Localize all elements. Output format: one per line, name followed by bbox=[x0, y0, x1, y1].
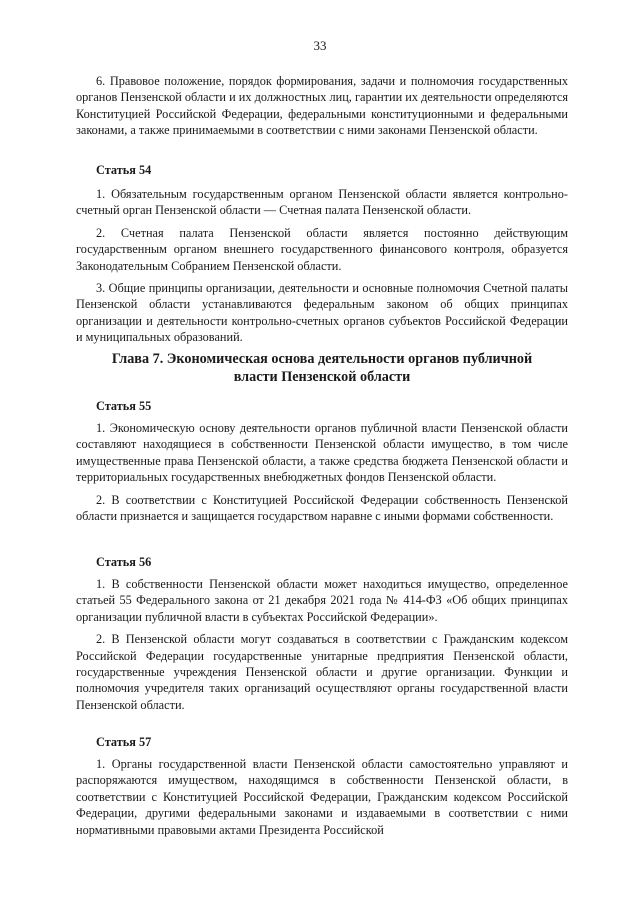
article-55-title: Статья 55 bbox=[96, 399, 152, 413]
article-55-paragraph-2: 2. В соответствии с Конституцией Российской Федерации собственность Пензенской области признается и защищается государством наравне с иными формами собственности. bbox=[76, 492, 568, 524]
article-54-paragraph-2: 2. Счетная палата Пензенской области является постоянно действующим государственным органом внешнего государственного финансового контроля, образуется Законодательным Собранием Пензенской области. bbox=[76, 225, 568, 273]
page-number: 33 bbox=[313, 38, 327, 53]
article-55-paragraph-1: 1. Экономическую основу деятельности органов публичной власти Пензенской области составляют находящиеся в собственности Пензенской области имущество, в том числе имущественные права Пензенской области, а также средства бюджета Пензенской области и территориальных государственных внебюджетных фондов Пензенской области. bbox=[76, 421, 568, 485]
article-55-block bbox=[76, 398, 568, 524]
chapter-7-title-line-1: Глава 7. Экономическая основа деятельности органов публичной bbox=[111, 351, 533, 367]
article-56-title: Статья 56 bbox=[96, 555, 152, 569]
article-56-block bbox=[76, 554, 568, 713]
article-54-block bbox=[76, 162, 568, 346]
article-57-title: Статья 57 bbox=[96, 735, 152, 749]
article-54-paragraph-3: 3. Общие принципы организации, деятельности и основные полномочия Счетной палаты Пензенской области устанавливаются федеральным законом об общих принципах организации и деятельности контрольно-счетных органов субъектов Российской Федерации и муниципальных образований. bbox=[76, 281, 568, 345]
chapter-7-title-line-2: власти Пензенской области bbox=[233, 369, 411, 385]
article-57-paragraph-1: 1. Органы государственной власти Пензенской области самостоятельно управляют и распоряжаются имуществом, находящимся в собственности Пензенской области, в соответствии с Конституцией Российской Федерации, Гражданским кодексом Российской Федерации, другими федеральными законами и издаваемыми в соответствии с ними нормативными правовыми актами Президента Российской bbox=[76, 757, 568, 837]
chapter-7-heading bbox=[76, 350, 568, 386]
article-56-paragraph-1: 1. В собственности Пензенской области может находиться имущество, определенное статьей 55 Федерального закона от 21 декабря 2021 года № 414-ФЗ «Об общих принципах организации публичной власти в субъектах Российской Федерации». bbox=[76, 577, 568, 624]
article-54-paragraph-1: 1. Обязательным государственным органом Пензенской области является контрольно-счетный орган Пензенской области — Счетная палата Пензенской области. bbox=[76, 187, 568, 218]
article-54-title: Статья 54 bbox=[96, 163, 152, 177]
article-57-block bbox=[76, 734, 568, 838]
article-56-paragraph-2: 2. В Пензенской области могут создаваться в соответствии с Гражданским кодексом Российской Федерации государственные унитарные предприятия Пензенской области, государственные учреждения Пензенской области и другие организации. Функции и полномочия учредителя таких организаций осуществляют органы государственной власти Пензенской области. bbox=[76, 632, 568, 712]
section-6-paragraph-block bbox=[76, 73, 568, 139]
paragraph-6: 6. Правовое положение, порядок формирования, задачи и полномочия государственных органов Пензенской области и их должностных лиц, гарантии их деятельности определяются Конституцией Российской Федерации, федеральными конституционными и федеральными законами, а также принимаемыми в соответствии с ними законами Пензенской области. bbox=[76, 74, 568, 138]
